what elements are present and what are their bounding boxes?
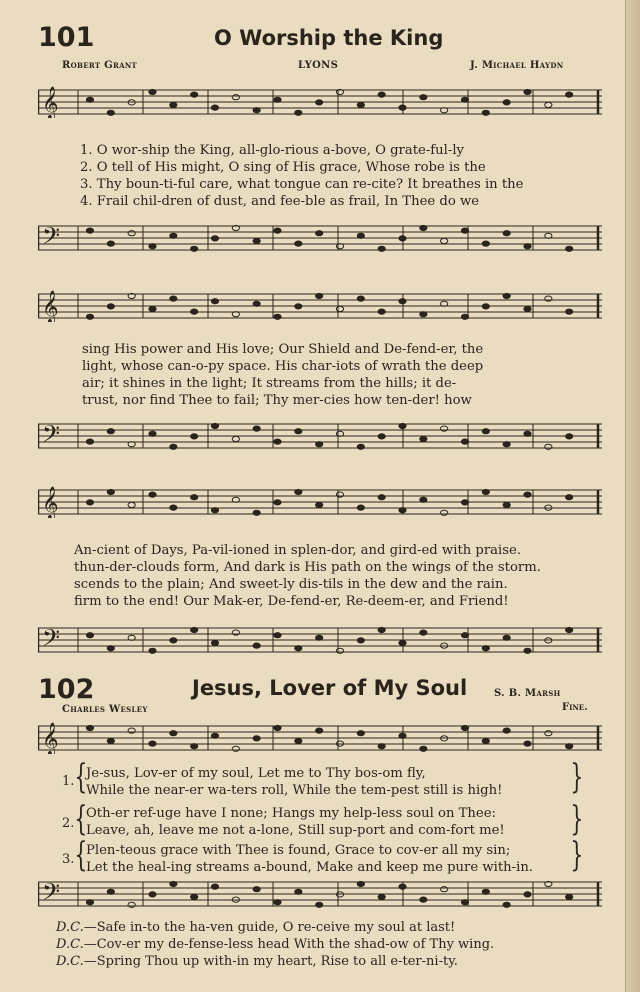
staff-lines bbox=[38, 222, 602, 254]
hymn-101-tune: LYONS bbox=[298, 60, 339, 71]
svg-text:𝄞: 𝄞 bbox=[42, 722, 59, 754]
verse-number: 3. bbox=[62, 852, 75, 867]
dc-line: D.C.—Cov-er my de-fense-less head With the shad-ow of Thy wing. bbox=[56, 937, 495, 952]
verse-brace: { bbox=[74, 799, 88, 839]
staff-lines bbox=[38, 290, 602, 322]
lyric-line: trust, nor find Thee to fail; Thy mer-cies how ten-der! how bbox=[82, 393, 472, 408]
lyric-line: Leave, ah, leave me not a-lone, Still sup-port and com-fort me! bbox=[86, 823, 505, 838]
dc-line: D.C.—Safe in-to the ha-ven guide, O re-ceive my soul at last! bbox=[56, 920, 456, 935]
verse-number: 2. bbox=[62, 816, 75, 831]
staff-lines bbox=[38, 420, 602, 452]
bass-staff bbox=[38, 222, 602, 254]
svg-text:𝄢: 𝄢 bbox=[42, 878, 61, 910]
hymn-102-title: Jesus, Lover of My Soul bbox=[192, 676, 468, 700]
hymn-101-author: Robert Grant bbox=[62, 60, 138, 71]
verse-brace: { bbox=[74, 757, 88, 797]
verse-brace: { bbox=[74, 835, 88, 875]
svg-text:𝄞: 𝄞 bbox=[42, 486, 59, 518]
treble-staff bbox=[38, 722, 602, 754]
verse-number: 1. bbox=[62, 774, 75, 789]
treble-staff bbox=[38, 86, 602, 118]
hymn-102-composer: S. B. Marsh bbox=[494, 688, 561, 699]
lyric-line: Oth-er ref-uge have I none; Hangs my help-less soul on Thee: bbox=[86, 806, 496, 821]
bass-staff bbox=[38, 878, 602, 910]
lyric-line: Let the heal-ing streams a-bound, Make and keep me pure with-in. bbox=[86, 860, 534, 875]
treble-staff bbox=[38, 290, 602, 322]
hymn-101-title: O Worship the King bbox=[214, 26, 444, 50]
lyric-line: thun-der-clouds form, And dark is His path on the wings of the storm. bbox=[74, 560, 541, 575]
lyric-line: 2. O tell of His might, O sing of His grace, Whose robe is the bbox=[80, 160, 486, 175]
svg-text:𝄢: 𝄢 bbox=[42, 420, 61, 452]
svg-text:𝄢: 𝄢 bbox=[42, 624, 61, 656]
svg-text:𝄢: 𝄢 bbox=[42, 222, 61, 254]
lyric-line: scends to the plain; And sweet-ly dis-tils in the dew and the rain. bbox=[74, 577, 508, 592]
fine-marking: Fine. bbox=[562, 702, 588, 713]
lyric-line: sing His power and His love; Our Shield and De-fend-er, the bbox=[82, 342, 484, 357]
hymn-102-number: 102 bbox=[38, 674, 95, 705]
staff-lines bbox=[38, 86, 602, 118]
hymn-102-author: Charles Wesley bbox=[62, 704, 148, 715]
treble-staff bbox=[38, 486, 602, 518]
lyric-line: light, whose can-o-py space. His char-iots of wrath the deep bbox=[82, 359, 484, 374]
bass-staff bbox=[38, 420, 602, 452]
svg-text:𝄞: 𝄞 bbox=[42, 86, 59, 118]
lyric-line: Plen-teous grace with Thee is found, Grace to cov-er all my sin; bbox=[86, 843, 511, 858]
lyric-line: 4. Frail chil-dren of dust, and fee-ble as frail, In Thee do we bbox=[80, 194, 480, 209]
lyric-line: An-cient of Days, Pa-vil-ioned in splen-dor, and gird-ed with praise. bbox=[74, 543, 522, 558]
verse-brace: } bbox=[570, 757, 584, 797]
dc-line: D.C.—Spring Thou up with-in my heart, Rise to all e-ter-ni-ty. bbox=[56, 954, 458, 969]
lyric-line: 3. Thy boun-ti-ful care, what tongue can re-cite? It breathes in the bbox=[80, 177, 524, 192]
staff-lines bbox=[38, 486, 602, 518]
lyric-line: While the near-er wa-ters roll, While the tem-pest still is high! bbox=[86, 783, 503, 798]
verse-brace: } bbox=[570, 799, 584, 839]
svg-text:𝄞: 𝄞 bbox=[42, 290, 59, 322]
verse-brace: } bbox=[570, 835, 584, 875]
staff-lines bbox=[38, 722, 602, 754]
lyric-line: air; it shines in the light; It streams from the hills; it de- bbox=[82, 376, 457, 391]
bass-staff bbox=[38, 624, 602, 656]
lyric-line: firm to the end! Our Mak-er, De-fend-er, Re-deem-er, and Friend! bbox=[74, 594, 509, 609]
lyric-line: 1. O wor-ship the King, all-glo-rious a-bove, O grate-ful-ly bbox=[80, 143, 465, 158]
staff-lines bbox=[38, 878, 602, 910]
lyric-line: Je-sus, Lov-er of my soul, Let me to Thy bos-om fly, bbox=[86, 766, 426, 781]
hymn-101-composer: J. Michael Haydn bbox=[470, 60, 564, 71]
hymn-101-number: 101 bbox=[38, 22, 95, 53]
page-edge bbox=[625, 0, 640, 992]
staff-lines bbox=[38, 624, 602, 656]
